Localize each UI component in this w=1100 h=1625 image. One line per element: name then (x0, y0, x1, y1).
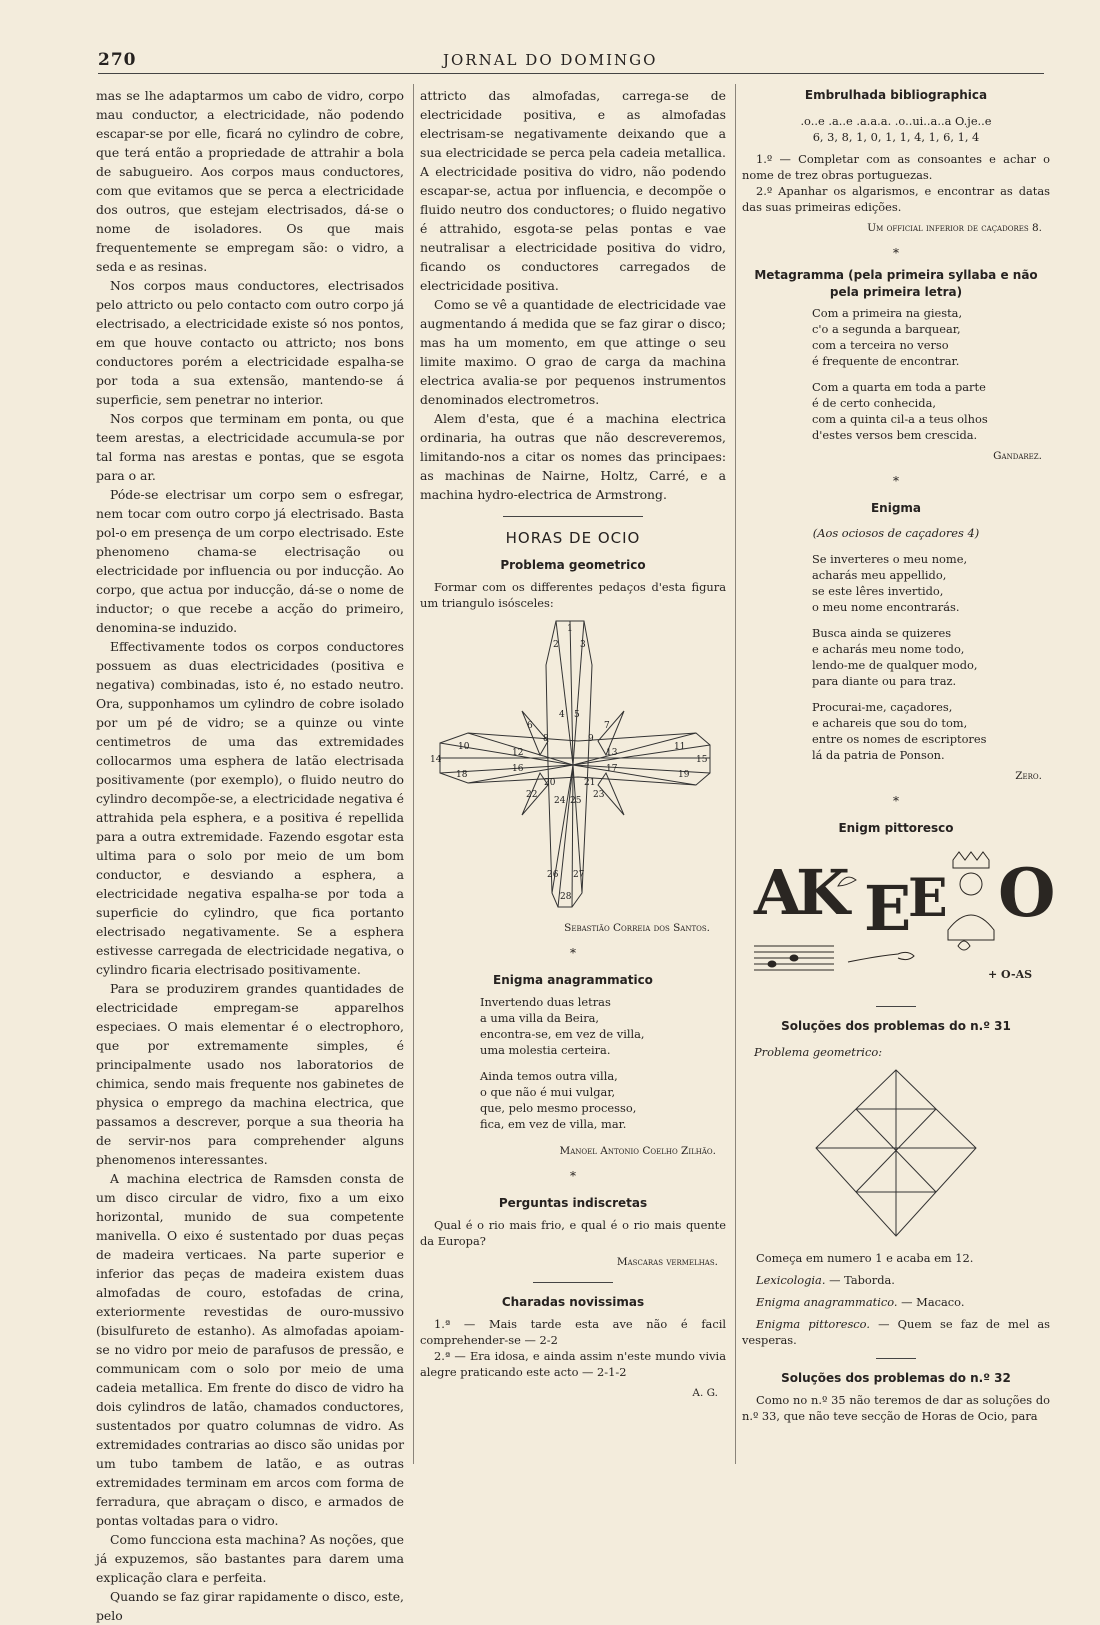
figure-label: 3 (580, 640, 586, 650)
enigma-verse (812, 625, 1050, 689)
figure-label: 1 (567, 624, 573, 634)
figure-label: 7 (604, 721, 610, 731)
verse-line: o meu nome encontrarás. (812, 600, 960, 614)
charadas-title: Charadas novissimas (501, 1295, 645, 1309)
flower-icon (958, 941, 970, 950)
solutions-31-title: Soluções dos problemas do n.º 31 (781, 1019, 1011, 1033)
figure-label: 10 (458, 742, 470, 752)
article-paragraph: Póde-se electrisar um corpo sem o esfregar, nem tocar com outro corpo já electrisado. Basta pol-o em presença de um corpo electrisado. Este phenomeno chama-se electrisação ou electricidade por influencia ou por inducção. Ao corpo, que actua por inducção, dá-se o nome de inductor; o que recebe a acção do primeiro, denomina-se induzido. (96, 487, 404, 635)
charada-item: 2.ª — Era idosa, e ainda assim n'este mundo vivia alegre praticando este acto — 2-1-2 (420, 1349, 726, 1379)
figure-label: 19 (678, 770, 690, 780)
perguntas-title: Perguntas indiscretas (498, 1196, 648, 1210)
verse-line: c'o a segunda a barquear, (812, 322, 961, 336)
king-face-icon (960, 873, 982, 895)
solution-lexicologia (742, 1272, 1050, 1288)
section-title: HORAS DE OCIO (505, 529, 641, 547)
figure-label: 8 (543, 734, 549, 744)
figure-label: 2 (553, 640, 559, 650)
rebus-letter: E (908, 868, 948, 929)
separator-star: * (893, 794, 899, 808)
embrulhada-digits: 6, 3, 8, 1, 0, 1, 1, 4, 1, 6, 1, 4 (812, 130, 980, 144)
verse-line: Com a primeira na giesta, (812, 306, 963, 320)
verse-line: fica, em vez de villa, mar. (480, 1117, 627, 1131)
solution-label: Enigma pittoresco. (756, 1317, 870, 1331)
rebus-letter: E (864, 872, 912, 945)
figure-label: 22 (526, 790, 538, 800)
embrulhada-instruction: 1.º — Completar com as consoantes e achar o nome de trez obras portuguezas. (742, 152, 1050, 182)
article-paragraph: Nos corpos maus conductores, electrisados pelo attricto ou pelo contacto com outro corpo já electrisado, a electricidade existe só nos pontos, em que houve contacto ou attricto; nos bons conductores porém a electricidade espalha-se por toda a sua extensão, mantendo-se á superficie, sem penetrar no interior. (96, 278, 404, 407)
verse-line: Se inverteres o meu nome, (812, 552, 968, 566)
verse-line: Ainda temos outra villa, (480, 1069, 618, 1083)
rebus-illustration (748, 846, 1056, 996)
metagramma-title: Metagramma (pela primeira syllaba e não pela primeira letra) (754, 268, 1038, 299)
figure-label: 9 (588, 734, 594, 744)
article-paragraph: Nos corpos que terminam em ponta, ou que teem arestas, a electricidade accumula-se por tal forma nas arestas e pontas, que se esgota para o ar. (96, 411, 404, 483)
embrulhada-instruction: 2.º Apanhar os algarismos, e encontrar as datas das suas primeiras edições. (742, 184, 1050, 214)
section-divider (876, 1006, 916, 1007)
article-paragraph: Alem d'esta, que é a machina electrica ordinaria, ha outras que não descreveremos, limitando-nos a citar os nomes das principaes: as machinas de Nairne, Holtz, Carré, e a machina hydro-electrica de Armstrong. (420, 411, 726, 502)
separator-star: * (893, 246, 899, 260)
figure-label: 15 (696, 755, 708, 765)
crown-icon (953, 852, 989, 868)
author-signature: A. G. (692, 1387, 718, 1399)
figure-label: 17 (606, 764, 618, 774)
pittoresco-title: Enigm pittoresco (838, 821, 954, 835)
article-paragraph: Quando se faz girar rapidamente o disco, este, pelo (96, 1589, 404, 1623)
separator-star: * (570, 1169, 576, 1183)
verse-line: se este lêres invertido, (812, 584, 944, 598)
cross-puzzle-figure (428, 615, 718, 915)
solutions-32-title: Soluções dos problemas do n.º 32 (781, 1371, 1011, 1385)
author-signature: Gandarez. (993, 450, 1042, 462)
solution-diamond-figure (796, 1064, 996, 1244)
enigma-title: Enigma anagrammatico (493, 973, 653, 987)
enigma-title: Enigma (870, 501, 922, 515)
verse-line: Busca ainda se quizeres (812, 626, 952, 640)
page-header (98, 50, 1044, 80)
problem-title: Problema geometrico (500, 558, 646, 572)
journal-title: JORNAL DO DOMINGO (443, 51, 658, 69)
problem-text: Formar com os differentes pedaços d'esta figura um triangulo isósceles: (420, 580, 726, 610)
enigma-verse (812, 699, 1050, 763)
enigma-verse (480, 994, 726, 1058)
rope-knot-icon (848, 952, 914, 962)
article-column-1 (96, 86, 404, 1625)
verse-line: o que não é mui vulgar, (480, 1085, 616, 1099)
verse-line: com a terceira no verso (812, 338, 949, 352)
solution-text: Como no n.º 35 não teremos de dar as soluções do n.º 33, que não teve secção de Horas de Ocio, para (742, 1393, 1050, 1423)
header-rule (98, 73, 1044, 74)
verse-line: acharás meu appellido, (812, 568, 947, 582)
verse-line: d'estes versos bem crescida. (812, 428, 978, 442)
verse-line: para diante ou para traz. (812, 674, 957, 688)
column-divider (413, 84, 414, 1464)
verse-line: Com a quarta em toda a parte (812, 380, 986, 394)
separator-star: * (570, 946, 576, 960)
figure-label: 11 (674, 742, 686, 752)
article-paragraph: attricto das almofadas, carrega-se de electricidade positiva, e as almofadas electrisam-se negativamente deixando que a sua electricidade se perca pela cadeia metallica. A electricidade positiva do vidro, não podendo escapar-se, actua por influencia, e decompõe o fluido neutro dos conductores; o fluido negativo é attrahido, esgota-se pelas pontas e vae neutralisar a electricidade positiva do vidro, ficando os conductores carregados de electricidade positiva. (420, 88, 726, 293)
section-divider (503, 516, 643, 517)
page-number: 270 (98, 50, 137, 70)
solution-label: Enigma anagrammatico. (756, 1295, 898, 1309)
column-divider (735, 84, 736, 1464)
solution-value: — Taborda. (829, 1273, 895, 1287)
verse-line: entre os nomes de escriptores (812, 732, 987, 746)
metagramma-verse (812, 379, 1050, 443)
figure-label: 13 (606, 748, 618, 758)
figure-label: 6 (527, 721, 533, 731)
embrulhada-letters: .o..e .a..e .a.a.a. .o..ui..a..a O.je..e (800, 114, 992, 128)
author-signature: Um official inferior de caçadores 8. (867, 222, 1042, 234)
article-paragraph: mas se lhe adaptarmos um cabo de vidro, corpo mau conductor, a electricidade, não podendo escapar-se por elle, ficará no cylindro de cobre, que terá então a propriedade de attrahir a bola de sabugueiro. Aos corpos maus conductores, com que evitamos que se perca a electricidade dos outros, que estejam electrisados, dá-se o nome de isoladores. Os que mais frequentemente se empregam são: o vidro, a seda e as resinas. (96, 88, 404, 274)
verse-line: lendo-me de qualquer modo, (812, 658, 978, 672)
section-divider (533, 1282, 613, 1283)
embrulhada-title: Embrulhada bibliographica (804, 88, 988, 102)
author-signature: Zero. (1015, 770, 1042, 782)
separator-star: * (893, 474, 899, 488)
verse-line: a uma villa da Beira, (480, 1011, 600, 1025)
enigma-verse (812, 551, 1050, 615)
figure-label: 16 (512, 764, 524, 774)
puzzles-column-3 (742, 86, 1056, 1424)
figure-label: 12 (512, 748, 524, 758)
rebus-letter: O (998, 854, 1056, 932)
solution-geometric-label: Problema geometrico: (754, 1045, 883, 1059)
verse-line: que, pelo mesmo processo, (480, 1101, 637, 1115)
figure-label: 5 (574, 710, 580, 720)
enigma-verse (480, 1068, 726, 1132)
solution-value: — Macaco. (901, 1295, 965, 1309)
figure-label: 4 (559, 710, 565, 720)
perguntas-text: Qual é o rio mais frio, e qual é o rio mais quente da Europa? (420, 1218, 726, 1248)
verse-line: é frequente de encontrar. (812, 354, 960, 368)
solution-pittoresco (742, 1316, 1050, 1348)
article-paragraph: A machina electrica de Ramsden consta de um disco circular de vidro, fixo a um eixo horizontal, munido de sua competente manivella. O eixo é sustentado por duas peças de madeira verticaes. Na parte superior e inferior das peças de madeira existem duas almofadas de couro, estofadas de crina, exteriormente revestidas de ouro-mussivo (bisulfureto de estanho). As almofadas apoiam-se no vidro por meio de parafusos de pressão, e communicam com o solo por meio de uma cadeia metallica. Em frente do disco de vidro ha dois cylindros de latão, chamados conductores, sustentados por quatro columnas de vidro. As extremidades contrarias ao disco são unidas por um tubo tambem de latão, e as outras extremidades terminam em arcos com forma de ferradura, que abraçam o disco, e armados de pontas voltadas para o vidro. (96, 1171, 404, 1528)
verse-line: encontra-se, em vez de villa, (480, 1027, 645, 1041)
charada-item: 1.ª — Mais tarde esta ave não é facil comprehender-se — 2-2 (420, 1317, 726, 1347)
article-paragraph: Para se produzirem grandes quantidades de electricidade empregam-se apparelhos especiaes. O mais elementar é o electrophoro, que por extremamente simples, é principalmente usado nos laboratorios de chimica, sendo mais frequente nos gabinetes de physica o emprego da machina electrica, que passamos a descrever, porque a sua theoria ha de servir-nos para comprehender alguns phenomenos interessantes. (96, 981, 404, 1167)
verse-line: com a quinta cil-a a teus olhos (812, 412, 988, 426)
verse-line: e acharás meu nome todo, (812, 642, 965, 656)
figure-label: 20 (544, 778, 556, 788)
solution-text: Começa em numero 1 e acaba em 12. (756, 1251, 974, 1265)
rebus-letter: A (754, 856, 803, 929)
author-signature: Mascaras vermelhas. (616, 1256, 718, 1268)
verse-line: lá da patria de Ponson. (812, 748, 945, 762)
author-signature: Sebastião Correia dos Santos. (564, 922, 710, 934)
rebus-letter: K (796, 856, 850, 929)
enigma-subtitle: (Aos ociosos de caçadores 4) (812, 526, 980, 540)
verse-line: uma molestia certeira. (480, 1043, 611, 1057)
solution-anagrammatico (742, 1294, 1050, 1310)
solution-label: Lexicologia. (756, 1273, 826, 1287)
figure-label: 23 (593, 790, 605, 800)
rebus-suffix: + O-AS (988, 968, 1033, 981)
figure-label: 28 (560, 892, 572, 902)
metagramma-verse (812, 305, 1050, 369)
figure-label: 14 (430, 755, 442, 765)
verse-line: e achareis que sou do tom, (812, 716, 968, 730)
solution-value: — Quem se faz de mel as vesperas. (742, 1317, 1051, 1347)
figure-label: 24 (554, 796, 566, 806)
verse-line: Procurai-me, caçadores, (812, 700, 953, 714)
verse-line: é de certo conhecida, (812, 396, 937, 410)
section-divider (876, 1358, 916, 1359)
figure-label: 18 (456, 770, 468, 780)
article-paragraph: Como funcciona esta machina? As noções, que já expuzemos, são bastantes para darem uma explicação clara e perfeita. (96, 1532, 404, 1585)
figure-label: 25 (570, 796, 582, 806)
figure-label: 21 (584, 778, 596, 788)
article-column-2 (420, 86, 726, 1409)
article-paragraph: Effectivamente todos os corpos conductores possuem as duas electricidades (positiva e negativa) combinadas, isto é, no estado neutro. Ora, supponhamos um cylindro de cobre isolado por um pé de vidro; se a quinze ou vinte centimetros de uma das extremidades collocarmos uma esphera de latão electrisada positivamente (por exemplo), o fluido neutro do cylindro decompõe-se, a electricidade negativa é attrahida pela esphera, e a positiva é repellida para a outra extremidade. Fazendo esgotar esta ultima para o solo por meio de um bom conductor, e desviando a esphera, a electricidade negativa espalha-se por toda a superficie do cylindro, que fica portanto electrisado negativamente. Se a esphera estivesse carregada de electricidade negativa, o cylindro ficaria electrisado positivamente. (96, 639, 404, 977)
verse-line: Invertendo duas letras (480, 995, 611, 1009)
figure-label: 26 (547, 870, 559, 880)
figure-label: 27 (573, 870, 585, 880)
article-paragraph: Como se vê a quantidade de electricidade vae augmentando á medida que se faz girar o disco; mas ha um momento, em que attinge o seu limite maximo. O grao de carga da machina electrica avalia-se por pequenos instrumentos denominados electrometros. (420, 297, 726, 407)
author-signature: Manoel Antonio Coelho Zilhão. (559, 1145, 716, 1157)
